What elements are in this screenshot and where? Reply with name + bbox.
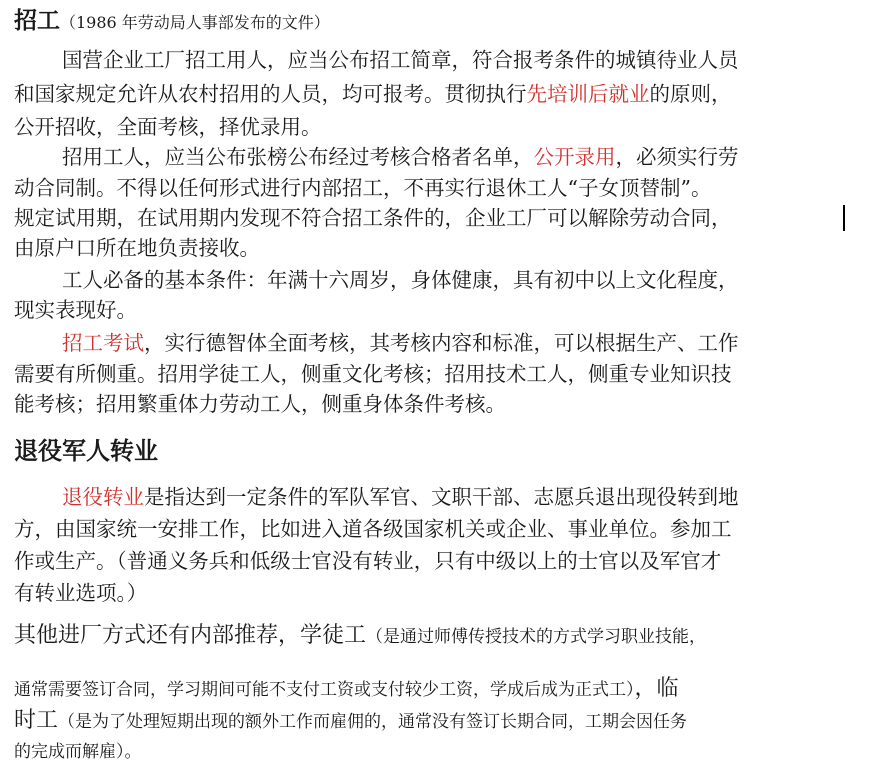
text-run: 的原则，	[649, 82, 732, 106]
section-heading-qita: 其他进厂方式	[14, 623, 147, 648]
text-run: 还有内部推荐，学徒工	[146, 623, 367, 648]
text-run: ，实行德智体全面考核，其考核内容和标准，可以根据生产、工作	[144, 331, 739, 355]
heading-note: （1986 年劳动局人事部发布的文件）	[60, 13, 330, 32]
heading-title: 招工	[14, 7, 60, 34]
paragraph-line: 规定试用期，在试用期内发现不符合招工条件的，企业工厂可以解除劳动合同，	[14, 206, 732, 230]
paragraph-line: 国营企业工厂招工用人，应当公布招工简章，符合报考条件的城镇待业人员	[62, 48, 739, 72]
note-run: （是通过师傅传授技术的方式学习职业技能，	[366, 627, 707, 647]
text-run: 是指达到一定条件的军队军官、文职干部、志愿兵退出现役转到地	[144, 485, 739, 509]
paragraph-line: 方，由国家统一安排工作，比如进入道各级国家机关或企业、事业单位。参加工	[14, 517, 732, 541]
highlight-text: 招工考试	[62, 331, 144, 355]
paragraph-line: 能考核；招用繁重体力劳动工人，侧重身体条件考核。	[14, 392, 506, 416]
paragraph-line	[62, 482, 739, 512]
paragraph-line	[14, 620, 706, 652]
paragraph-line	[62, 142, 739, 172]
paragraph-line: 工人必备的基本条件：年满十六周岁，身体健康，具有初中以上文化程度，	[62, 268, 739, 292]
paragraph-line: 动合同制。不得以任何形式进行内部招工，不再实行退休工人“子女顶替制”。	[14, 176, 712, 200]
highlight-text: 公开录用	[533, 145, 616, 169]
paragraph-line	[14, 673, 679, 705]
note-run: 的完成而解雇）。	[14, 742, 142, 762]
paragraph-line	[14, 79, 732, 109]
section-heading-tuiyi: 退役军人转业	[14, 436, 158, 465]
highlight-text: 退役转业	[62, 485, 144, 509]
text-cursor	[843, 205, 845, 231]
paragraph-line: 现实表现好。	[14, 298, 137, 322]
text-run: 和国家规定允许从农村招用的人员，均可报考。贯彻执行	[14, 82, 527, 106]
paragraph-line: 需要有所侧重。招用学徒工人，侧重文化考核；招用技术工人，侧重专业知识技	[14, 362, 732, 386]
paragraph-line: 由原户口所在地负责接收。	[14, 236, 260, 260]
note-run: 通常需要签订合同，学习期间可能不支付工资或支付较少工资，学成后成为正式工）	[14, 680, 635, 700]
paragraph-line: 公开招收，全面考核，择优录用。	[14, 115, 322, 139]
paragraph-line: 有转业选项。）	[14, 581, 148, 605]
paragraph-line	[14, 705, 687, 737]
paragraph-line: 作或生产。（普通义务兵和低级士官没有转业，只有中级以上的士官以及军官才	[14, 549, 722, 573]
text-run: 招用工人，应当公布张榜公布经过考核合格者名单，	[62, 145, 534, 169]
highlight-text: 先培训后就业	[526, 82, 650, 106]
text-run: ，临	[634, 676, 679, 701]
paragraph-line	[14, 735, 142, 767]
text-run: ，必须实行劳	[615, 145, 739, 169]
note-run: （是为了处理短期出现的额外工作而雇佣的，通常没有签订长期合同，工期会因任务	[58, 712, 688, 732]
text-run: 时工	[14, 708, 59, 733]
paragraph-line	[62, 328, 739, 358]
section-heading-zhaogong	[14, 4, 330, 40]
